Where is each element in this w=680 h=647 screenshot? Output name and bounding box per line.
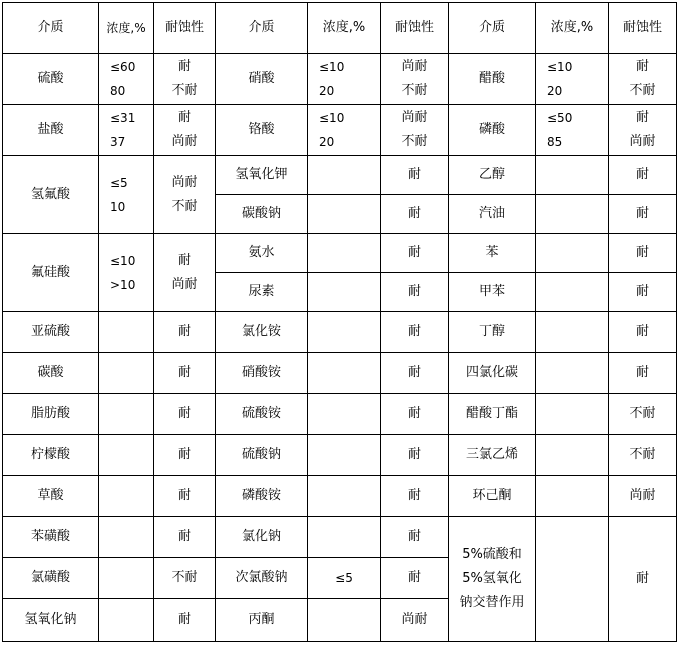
medium-cell: 盐酸	[3, 105, 99, 156]
concentration-cell	[308, 195, 381, 234]
header-cell: 浓度,%	[99, 3, 154, 54]
medium-cell: 磷酸铵	[216, 476, 308, 517]
resistance-cell: 尚耐 不耐	[381, 105, 449, 156]
resistance-cell: 耐	[609, 156, 677, 195]
medium-cell: 氯化铵	[216, 312, 308, 353]
medium-cell: 铬酸	[216, 105, 308, 156]
resistance-cell: 耐	[381, 353, 449, 394]
table-row	[3, 435, 677, 476]
medium-cell: 汽油	[449, 195, 536, 234]
resistance-cell: 耐	[154, 517, 216, 558]
header-cell: 耐蚀性	[381, 3, 449, 54]
resistance-cell: 耐	[609, 234, 677, 273]
concentration-cell	[99, 599, 154, 642]
concentration-cell	[99, 558, 154, 599]
medium-cell: 氨水	[216, 234, 308, 273]
concentration-cell: ≤10 >10	[99, 234, 154, 312]
concentration-cell	[536, 312, 609, 353]
concentration-cell	[99, 312, 154, 353]
resistance-cell: 耐	[154, 476, 216, 517]
concentration-cell: ≤10 20	[308, 54, 381, 105]
concentration-cell: ≤60 80	[99, 54, 154, 105]
table-row	[3, 105, 677, 156]
resistance-cell: 耐	[154, 435, 216, 476]
concentration-cell	[308, 476, 381, 517]
concentration-cell	[308, 353, 381, 394]
header-cell: 耐蚀性	[609, 3, 677, 54]
resistance-cell: 不耐	[609, 394, 677, 435]
concentration-cell	[536, 353, 609, 394]
medium-cell: 次氯酸钠	[216, 558, 308, 599]
concentration-cell	[99, 476, 154, 517]
concentration-cell	[99, 353, 154, 394]
resistance-cell: 耐	[381, 435, 449, 476]
concentration-cell	[536, 517, 609, 642]
concentration-cell	[308, 599, 381, 642]
resistance-cell: 耐	[154, 394, 216, 435]
concentration-cell	[308, 312, 381, 353]
medium-cell: 草酸	[3, 476, 99, 517]
medium-cell: 碳酸钠	[216, 195, 308, 234]
resistance-cell: 耐	[381, 394, 449, 435]
medium-cell: 脂肪酸	[3, 394, 99, 435]
resistance-cell: 耐	[609, 273, 677, 312]
medium-cell: 醋酸丁酯	[449, 394, 536, 435]
resistance-cell: 尚耐 不耐	[381, 54, 449, 105]
resistance-cell: 尚耐	[381, 599, 449, 642]
medium-cell: 丙酮	[216, 599, 308, 642]
medium-cell: 硫酸铵	[216, 394, 308, 435]
concentration-cell	[536, 476, 609, 517]
resistance-cell: 耐	[381, 273, 449, 312]
resistance-cell: 耐	[381, 558, 449, 599]
resistance-cell: 耐	[381, 517, 449, 558]
medium-cell: 硝酸	[216, 54, 308, 105]
header-cell: 介质	[449, 3, 536, 54]
resistance-cell: 耐	[154, 353, 216, 394]
concentration-cell	[308, 517, 381, 558]
resistance-cell: 耐 不耐	[154, 54, 216, 105]
resistance-cell: 耐	[609, 353, 677, 394]
table-row	[3, 394, 677, 435]
medium-cell: 碳酸	[3, 353, 99, 394]
medium-cell: 苯	[449, 234, 536, 273]
resistance-cell: 尚耐 不耐	[154, 156, 216, 234]
medium-cell: 丁醇	[449, 312, 536, 353]
medium-cell: 醋酸	[449, 54, 536, 105]
medium-cell: 环己酮	[449, 476, 536, 517]
header-cell: 介质	[3, 3, 99, 54]
resistance-cell: 耐	[154, 312, 216, 353]
concentration-cell	[308, 273, 381, 312]
resistance-cell: 耐	[609, 312, 677, 353]
medium-cell: 氢氧化钠	[3, 599, 99, 642]
concentration-cell: ≤5 10	[99, 156, 154, 234]
header-cell: 介质	[216, 3, 308, 54]
concentration-cell	[308, 394, 381, 435]
concentration-cell	[308, 156, 381, 195]
medium-cell: 磷酸	[449, 105, 536, 156]
resistance-cell: 耐	[154, 599, 216, 642]
resistance-cell: 耐	[381, 195, 449, 234]
table-row	[3, 353, 677, 394]
concentration-cell: ≤5	[308, 558, 381, 599]
medium-cell: 氢氧化钾	[216, 156, 308, 195]
resistance-cell: 耐 尚耐	[154, 234, 216, 312]
resistance-cell: 耐 尚耐	[609, 105, 677, 156]
medium-cell: 甲苯	[449, 273, 536, 312]
medium-cell: 尿素	[216, 273, 308, 312]
resistance-cell: 尚耐	[609, 476, 677, 517]
medium-cell: 柠檬酸	[3, 435, 99, 476]
resistance-cell: 耐	[381, 312, 449, 353]
resistance-cell: 耐 尚耐	[154, 105, 216, 156]
table-row	[3, 517, 677, 558]
concentration-cell: ≤31 37	[99, 105, 154, 156]
concentration-cell: ≤10 20	[536, 54, 609, 105]
table-row	[3, 476, 677, 517]
medium-cell: 苯磺酸	[3, 517, 99, 558]
resistance-cell: 耐	[381, 476, 449, 517]
resistance-cell: 不耐	[609, 435, 677, 476]
table-row	[3, 234, 677, 273]
medium-cell: 三氯乙烯	[449, 435, 536, 476]
concentration-cell	[308, 234, 381, 273]
concentration-cell: ≤50 85	[536, 105, 609, 156]
header-cell: 耐蚀性	[154, 3, 216, 54]
concentration-cell	[536, 435, 609, 476]
table-row	[3, 312, 677, 353]
concentration-cell	[536, 195, 609, 234]
header-cell: 浓度,%	[536, 3, 609, 54]
medium-cell: 硫酸	[3, 54, 99, 105]
medium-cell: 硝酸铵	[216, 353, 308, 394]
concentration-cell	[536, 234, 609, 273]
concentration-cell	[99, 517, 154, 558]
corrosion-resistance-table	[2, 2, 677, 642]
concentration-cell: ≤10 20	[308, 105, 381, 156]
medium-cell: 乙醇	[449, 156, 536, 195]
table-row	[3, 54, 677, 105]
table-header-row	[3, 3, 677, 54]
resistance-cell: 耐	[381, 156, 449, 195]
medium-cell: 氟硅酸	[3, 234, 99, 312]
concentration-cell	[308, 435, 381, 476]
resistance-cell: 耐	[609, 517, 677, 642]
header-cell: 浓度,%	[308, 3, 381, 54]
concentration-cell	[536, 273, 609, 312]
medium-cell: 四氯化碳	[449, 353, 536, 394]
resistance-cell: 耐 不耐	[609, 54, 677, 105]
resistance-cell: 不耐	[154, 558, 216, 599]
medium-cell: 氢氟酸	[3, 156, 99, 234]
concentration-cell	[99, 435, 154, 476]
medium-cell: 硫酸钠	[216, 435, 308, 476]
table-row	[3, 156, 677, 195]
concentration-cell	[536, 394, 609, 435]
concentration-cell	[99, 394, 154, 435]
resistance-cell: 耐	[609, 195, 677, 234]
medium-cell-alternating: 5%硫酸和5%氢氧化钠交替作用	[449, 517, 536, 642]
medium-cell: 氯磺酸	[3, 558, 99, 599]
concentration-cell	[536, 156, 609, 195]
medium-cell: 亚硫酸	[3, 312, 99, 353]
medium-cell: 氯化钠	[216, 517, 308, 558]
resistance-cell: 耐	[381, 234, 449, 273]
